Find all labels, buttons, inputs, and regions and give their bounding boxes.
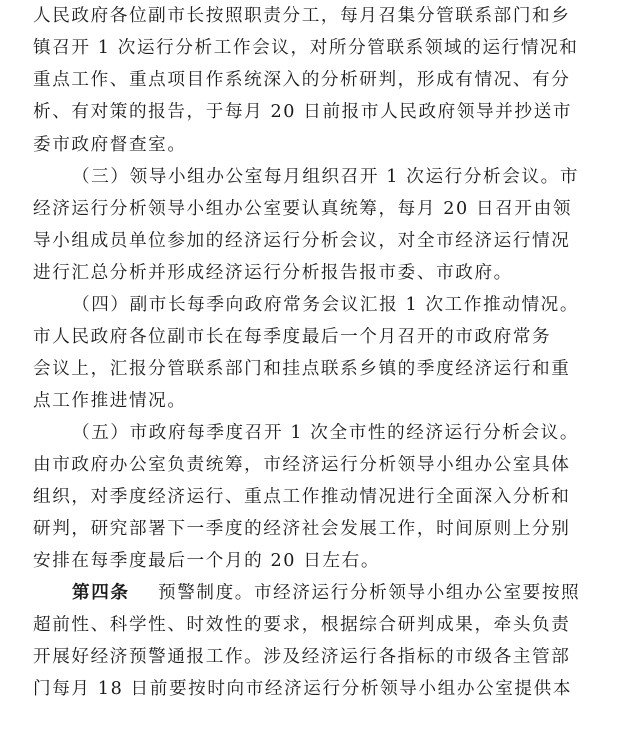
text-line: 预警制度。市经济运行分析领导小组办公室要按照 bbox=[158, 583, 581, 603]
text-line: 点工作推进情况。 bbox=[33, 391, 187, 411]
article-label: 第四条 bbox=[72, 583, 130, 603]
text-line: 进行汇总分析并形成经济运行分析报告报市委、市政府。 bbox=[33, 263, 513, 283]
text-line: 市人民政府各位副市长在每季度最后一个月召开的市政府常务 bbox=[33, 327, 552, 347]
text-line: 研判，研究部署下一季度的经济社会发展工作，时间原则上分别 bbox=[33, 519, 571, 539]
text-line: 重点工作、重点项目作系统深入的分析研判，形成有情况、有分 bbox=[33, 70, 571, 90]
article-line bbox=[72, 578, 593, 608]
text-line: 超前性、科学性、时效性的要求，根据综合研判成果，牵头负责 bbox=[33, 615, 571, 635]
text-line: 会议上，汇报分管联系部门和挂点联系乡镇的季度经济运行和重 bbox=[33, 359, 571, 379]
text-line: 人民政府各位副市长按照职责分工，每月召集分管联系部门和乡 bbox=[33, 6, 571, 26]
text-line: 开展好经济预警通报工作。涉及经济运行各指标的市级各主管部 bbox=[33, 647, 571, 667]
text-line: 门每月 18 日前要按时向市经济运行分析领导小组办公室提供本 bbox=[33, 679, 573, 699]
text-line: 镇召开 1 次运行分析工作会议，对所分管联系领域的运行情况和 bbox=[33, 38, 579, 58]
text-line: 由市政府办公室负责统筹，市经济运行分析领导小组办公室具体 bbox=[33, 455, 571, 475]
text-line: 组织，对季度经济运行、重点工作推动情况进行全面深入分析和 bbox=[33, 487, 571, 507]
text-line: 导小组成员单位参加的经济运行分析会议，对全市经济运行情况 bbox=[33, 231, 571, 251]
text-line: 经济运行分析领导小组办公室要认真统筹，每月 20 日召开由领 bbox=[33, 199, 573, 219]
text-line: （五）市政府每季度召开 1 次全市性的经济运行分析会议。 bbox=[72, 423, 580, 443]
text-line: 析、有对策的报告，于每月 20 日前报市人民政府领导并抄送市 bbox=[33, 102, 573, 122]
text-line: 委市政府督查室。 bbox=[33, 135, 187, 155]
text-line: （三）领导小组办公室每月组织召开 1 次运行分析会议。市 bbox=[72, 167, 580, 187]
text-line: （四）副市长每季向政府常务会议汇报 1 次工作推动情况。 bbox=[72, 295, 580, 315]
text-line: 安排在每季度最后一个月的 20 日左右。 bbox=[33, 551, 381, 571]
